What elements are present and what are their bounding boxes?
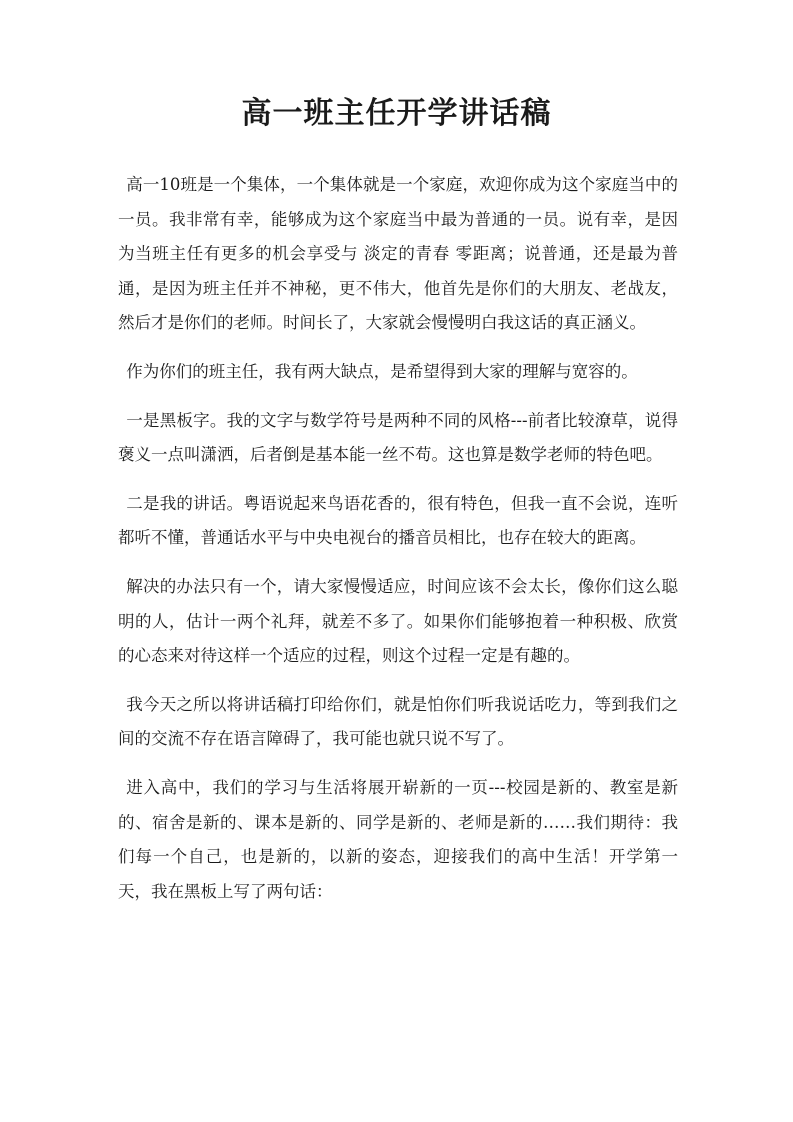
paragraph-4: 二是我的讲话。粤语说起来鸟语花香的，很有特色，但我一直不会说，连听都听不懂，普通话水平与中央电视台的播音员相比，也存在较大的距离。: [118, 493, 678, 548]
paragraph-7: 进入高中，我们的学习与生活将展开崭新的一页---校园是新的、教室是新的、宿舍是新的、课本是新的、同学是新的、老师是新的……我们期待：我们每一个自己，也是新的，以新的姿态，迎接我们的高中生活！开学第一天，我在黑板上写了两句话：: [118, 777, 678, 901]
paragraph-1: 高一10班是一个集体，一个集体就是一个家庭，欢迎你成为这个家庭当中的一员。我非常有幸，能够成为这个家庭当中最为普通的一员。说有幸，是因为当班主任有更多的机会享受与 淡定的青春 零距离；说普通，还是最为普通，是因为班主任并不神秘，更不伟大，他首先是你们的大朋友、老战友，然后才是你们的老师。时间长了，大家就会慢慢明白我这话的真正涵义。: [118, 175, 678, 333]
paragraph-6: 我今天之所以将讲话稿打印给你们，就是怕你们听我说话吃力，等到我们之间的交流不存在语言障碍了，我可能也就只说不写了。: [118, 694, 678, 749]
document-title: 高一班主任开学讲话稿: [241, 96, 552, 131]
paragraph-5: 解决的办法只有一个，请大家慢慢适应，时间应该不会太长，像你们这么聪明的人，估计一两个礼拜，就差不多了。如果你们能够抱着一种积极、欣赏的心态来对待这样一个适应的过程，则这个过程一定是有趣的。: [118, 576, 678, 666]
paragraph-3: 一是黑板字。我的文字与数学符号是两种不同的风格---前者比较潦草，说得褒义一点叫潇洒，后者倒是基本能一丝不苟。这也算是数学老师的特色吧。: [118, 410, 678, 465]
paragraph-2: 作为你们的班主任，我有两大缺点，是希望得到大家的理解与宽容的。: [126, 361, 638, 381]
document-body: [118, 168, 678, 923]
